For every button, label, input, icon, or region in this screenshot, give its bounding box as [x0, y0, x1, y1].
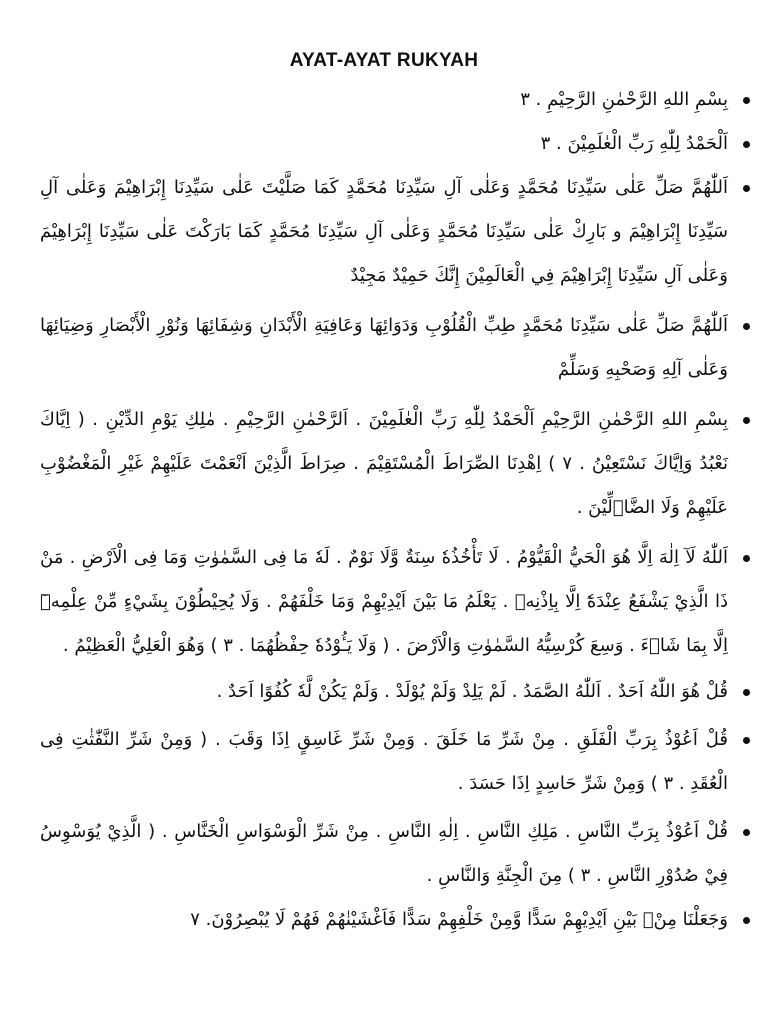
list-item: [40, 536, 752, 668]
bullet-icon: [740, 898, 752, 942]
bullet-icon: [740, 398, 752, 442]
list-item: [40, 78, 752, 122]
bullet-icon: [740, 166, 752, 210]
list-item: [40, 122, 752, 166]
bullet-icon: [740, 122, 752, 166]
verse-text: قُلْ اَعُوْذُ بِرَبِّ النَّاسِ . مَلِكِ النَّاسِ . اِلٰهِ النَّاسِ . مِنْ شَرِّ الْوَسْوَاسِ الْخَنَّاسِ . ( الَّذِيْ يُوَسْوِسُ فِيْ صُدُوْرِ النَّاسِ . ٣ ) مِنَ الْجِنَّةِ وَالنَّاسِ .: [40, 821, 728, 886]
bullet-icon: [740, 536, 752, 580]
document-title: AYAT-AYAT RUKYAH: [289, 50, 479, 71]
bullet-icon: [740, 718, 752, 762]
verse-text: اَللّٰهُمَّ صَلِّ عَلٰى سَيِّدِنَا مُحَمَّدٍ طِبِّ الْقُلُوْبِ وَدَوَائِهَا وَعَافِيَةِ الْأَبْدَانِ وَشِفَائِهَا وَنُوْرِ الْأَبْصَارِ وَضِيَائِهَا وَعَلٰى آلِهِ وَصَحْبِهِ وَسَلِّمْ: [40, 315, 728, 380]
verse-text: بِسْمِ اللهِ الرَّحْمٰنِ الرَّحِيْمِ . ٣: [520, 89, 728, 110]
verse-text: اَللّٰهُ لَآ اِلٰهَ اِلَّا هُوَ الْحَيُّ الْقَيُّوْمُ . لَا تَأْخُذُهٗ سِنَةٌ وَّلَا نَوْمٌ . لَهٗ مَا فِى السَّمٰوٰتِ وَمَا فِى الْاَرْضِ . مَنْ ذَا الَّذِيْ يَشْفَعُ عِنْدَهٗٓ اِلَّا بِاِذْنِهٖ . يَعْلَمُ مَا بَيْنَ اَيْدِيْهِمْ وَمَا خَلْفَهُمْ . وَلَا يُحِيْطُوْنَ بِشَيْءٍ مِّنْ عِلْمِهٖٓ اِلَّا بِمَا شَاۤءَ . وَسِعَ كُرْسِيُّهُ السَّمٰوٰتِ وَالْاَرْضَ . ( وَلَا يَـُٔوْدُهٗ حِفْظُهُمَا . ٣ ) وَهُوَ الْعَلِيُّ الْعَظِيْمُ .: [40, 547, 728, 656]
verse-list: [40, 78, 752, 942]
bullet-icon: [740, 810, 752, 854]
list-item: [40, 718, 752, 806]
verse-text: بِسْمِ اللهِ الرَّحْمٰنِ الرَّحِيْمِ اَلْحَمْدُ لِلّٰهِ رَبِّ الْعٰلَمِيْنَ . اَلرَّحْمٰنِ الرَّحِيْمِ . مٰلِكِ يَوْمِ الدِّيْنِ . ( اِيَّاكَ نَعْبُدُ وَاِيَّاكَ نَسْتَعِيْنُ . ٧ ) اِهْدِنَا الصِّرَاطَ الْمُسْتَقِيْمَ . صِرَاطَ الَّذِيْنَ اَنْعَمْتَ عَلَيْهِمْ غَيْرِ الْمَغْضُوْبِ عَلَيْهِمْ وَلَا الضَّاۤلِّيْنَ .: [40, 409, 728, 518]
list-item: [40, 166, 752, 298]
list-item: [40, 398, 752, 530]
verse-text: وَجَعَلْنَا مِنْۢ بَيْنِ اَيْدِيْهِمْ سَدًّا وَّمِنْ خَلْفِهِمْ سَدًّا فَاَغْشَيْنٰهُمْ فَهُمْ لَا يُبْصِرُوْنَ. ٧: [190, 909, 728, 930]
list-item: [40, 810, 752, 898]
list-item: [40, 304, 752, 392]
verse-text: قُلْ اَعُوْذُ بِرَبِّ الْفَلَقِ . مِنْ شَرِّ مَا خَلَقَ . وَمِنْ شَرِّ غَاسِقٍ اِذَا وَقَبَ . ( وَمِنْ شَرِّ النَّفّٰثٰتِ فِى الْعُقَدِ . ٣ ) وَمِنْ شَرِّ حَاسِدٍ اِذَا حَسَدَ .: [40, 729, 728, 794]
list-item: [40, 670, 752, 714]
verse-text: اَللّٰهُمَّ صَلِّ عَلٰى سَيِّدِنَا مُحَمَّدٍ وَعَلٰى آلِ سَيِّدِنَا مُحَمَّدٍ كَمَا صَلَّيْتَ عَلٰى سَيِّدِنَا إِبْرَاهِيْمَ وَعَلٰى آلِ سَيِّدِنَا إِبْرَاهِيْمَ و بَارِكْ عَلٰى سَيِّدِنَا مُحَمَّدٍ وَعَلٰى آلِ سَيِّدِنَا مُحَمَّدٍ كَمَا بَارَكْتَ عَلٰى سَيِّدِنَا إِبْرَاهِيْمَ وَعَلٰى آلِ سَيِّدِنَا إِبْرَاهِيْمَ فِي الْعَالَمِيْنَ إِنَّكَ حَمِيْدٌ مَجِيْدٌ: [40, 177, 728, 286]
verse-text: اَلْحَمْدُ لِلّٰهِ رَبِّ الْعٰلَمِيْنَ . ٣: [540, 133, 728, 154]
list-item: [40, 898, 752, 942]
bullet-icon: [740, 670, 752, 714]
bullet-icon: [740, 78, 752, 122]
bullet-icon: [740, 304, 752, 348]
verse-text: قُلْ هُوَ اللّٰهُ اَحَدٌ . اَللّٰهُ الصَّمَدُ . لَمْ يَلِدْ وَلَمْ يُوْلَدْ . وَلَمْ يَكُنْ لَّهٗ كُفُوًا اَحَدٌ .: [216, 681, 728, 702]
